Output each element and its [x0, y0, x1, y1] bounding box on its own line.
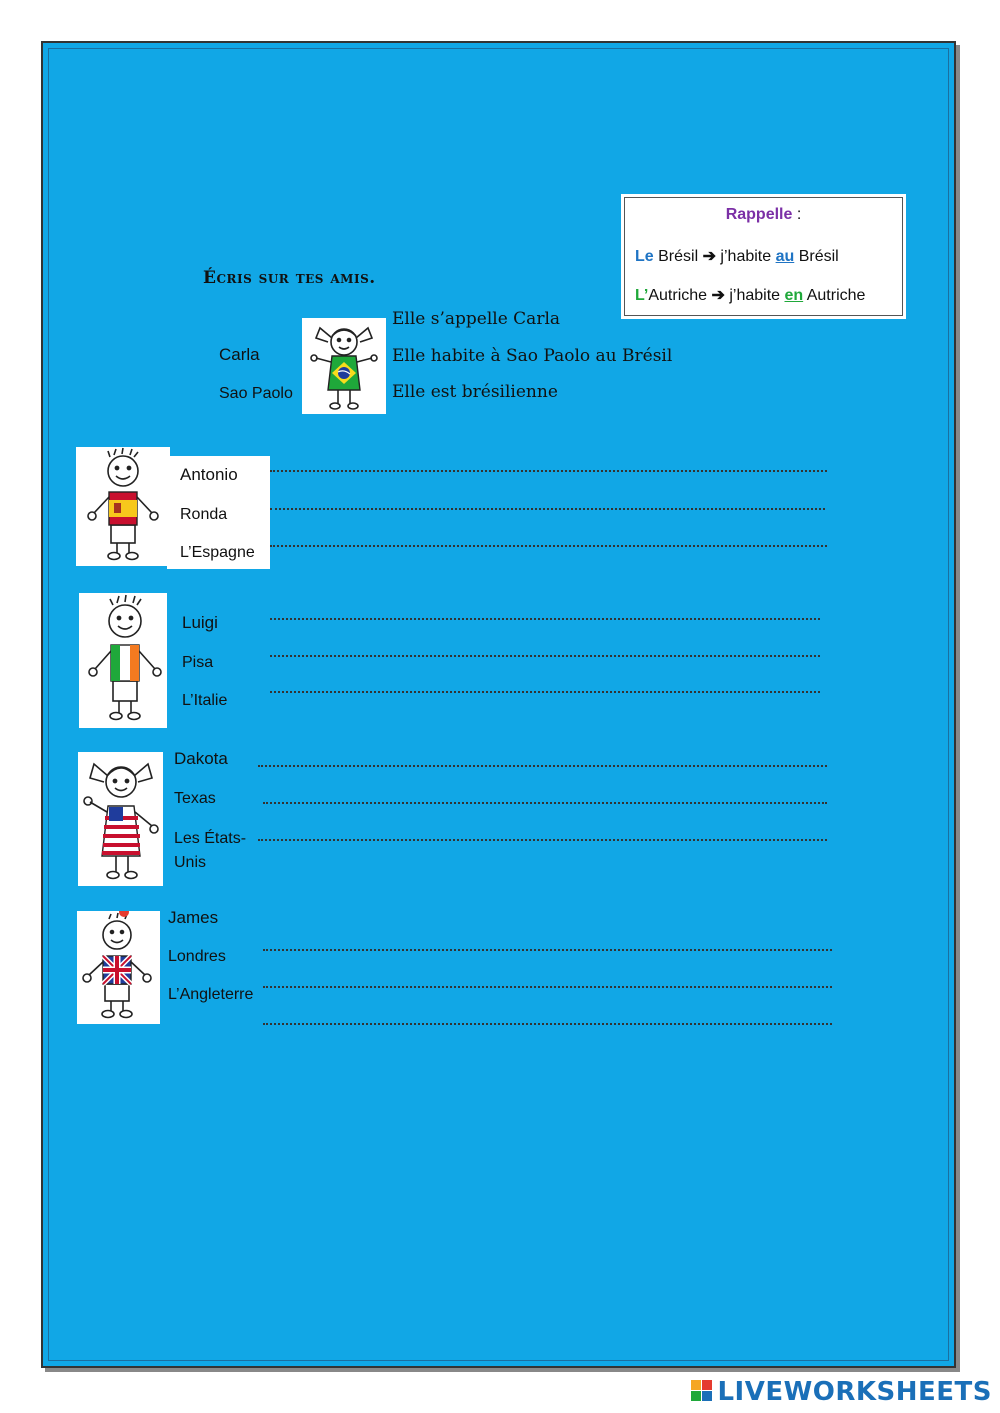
- reminder-title: Rappelle :: [725, 206, 802, 223]
- friend-country-dakota: Les États-Unis: [174, 830, 247, 871]
- answer-line-luigi-3[interactable]: [270, 691, 820, 693]
- example-sentence-3: Elle est brésilienne: [392, 382, 558, 402]
- boy-uk-flag-icon: [77, 911, 160, 1024]
- friend-name-luigi: Luigi: [182, 613, 218, 632]
- friend-city-luigi: Pisa: [182, 654, 214, 671]
- reminder-line-bresil: Le Brésil ➔ j’habite au Brésil: [635, 248, 839, 265]
- reminder-line-autriche: L’Autriche ➔ j’habite en Autriche: [635, 287, 866, 304]
- friend-name-dakota: Dakota: [174, 749, 228, 768]
- example-name: Carla: [219, 345, 260, 364]
- boy-spain-flag-icon: [76, 447, 170, 566]
- answer-line-antonio-1[interactable]: [270, 470, 827, 472]
- friend-country-luigi: L’Italie: [182, 692, 228, 709]
- answer-line-luigi-1[interactable]: [270, 618, 820, 620]
- girl-usa-flag-icon: [78, 752, 163, 886]
- friend-name-antonio: Antonio: [180, 465, 238, 484]
- liveworksheets-logo-icon: [691, 1380, 713, 1402]
- friend-city-antonio: Ronda: [180, 506, 228, 523]
- answer-line-luigi-2[interactable]: [270, 655, 820, 657]
- friend-name-james: James: [168, 908, 219, 927]
- friend-country-james: L’Angleterre: [168, 986, 254, 1003]
- exercise-title: Écris sur tes amis.: [203, 268, 376, 288]
- answer-line-james-3[interactable]: [263, 1023, 832, 1025]
- girl-brazil-flag-icon: [302, 318, 386, 414]
- answer-line-james-2[interactable]: [263, 986, 832, 988]
- example-sentence-2: Elle habite à Sao Paolo au Brésil: [392, 346, 673, 366]
- boy-italy-flag-icon: [79, 593, 167, 728]
- friend-city-james: Londres: [168, 948, 226, 965]
- answer-line-antonio-2[interactable]: [270, 508, 825, 510]
- answer-line-antonio-3[interactable]: [270, 545, 827, 547]
- answer-line-james-1[interactable]: [263, 949, 832, 951]
- example-sentence-1: Elle s’appelle Carla: [392, 309, 561, 329]
- answer-line-dakota-2[interactable]: [263, 802, 827, 804]
- friend-country-antonio: L’Espagne: [180, 544, 255, 561]
- friend-city-dakota: Texas: [174, 790, 216, 807]
- example-city: Sao Paolo: [219, 385, 293, 402]
- liveworksheets-logo: LIVEWORKSHEETS: [691, 1377, 992, 1407]
- answer-line-dakota-1[interactable]: [258, 765, 827, 767]
- reminder-box: [621, 194, 906, 319]
- answer-line-dakota-3[interactable]: [258, 839, 827, 841]
